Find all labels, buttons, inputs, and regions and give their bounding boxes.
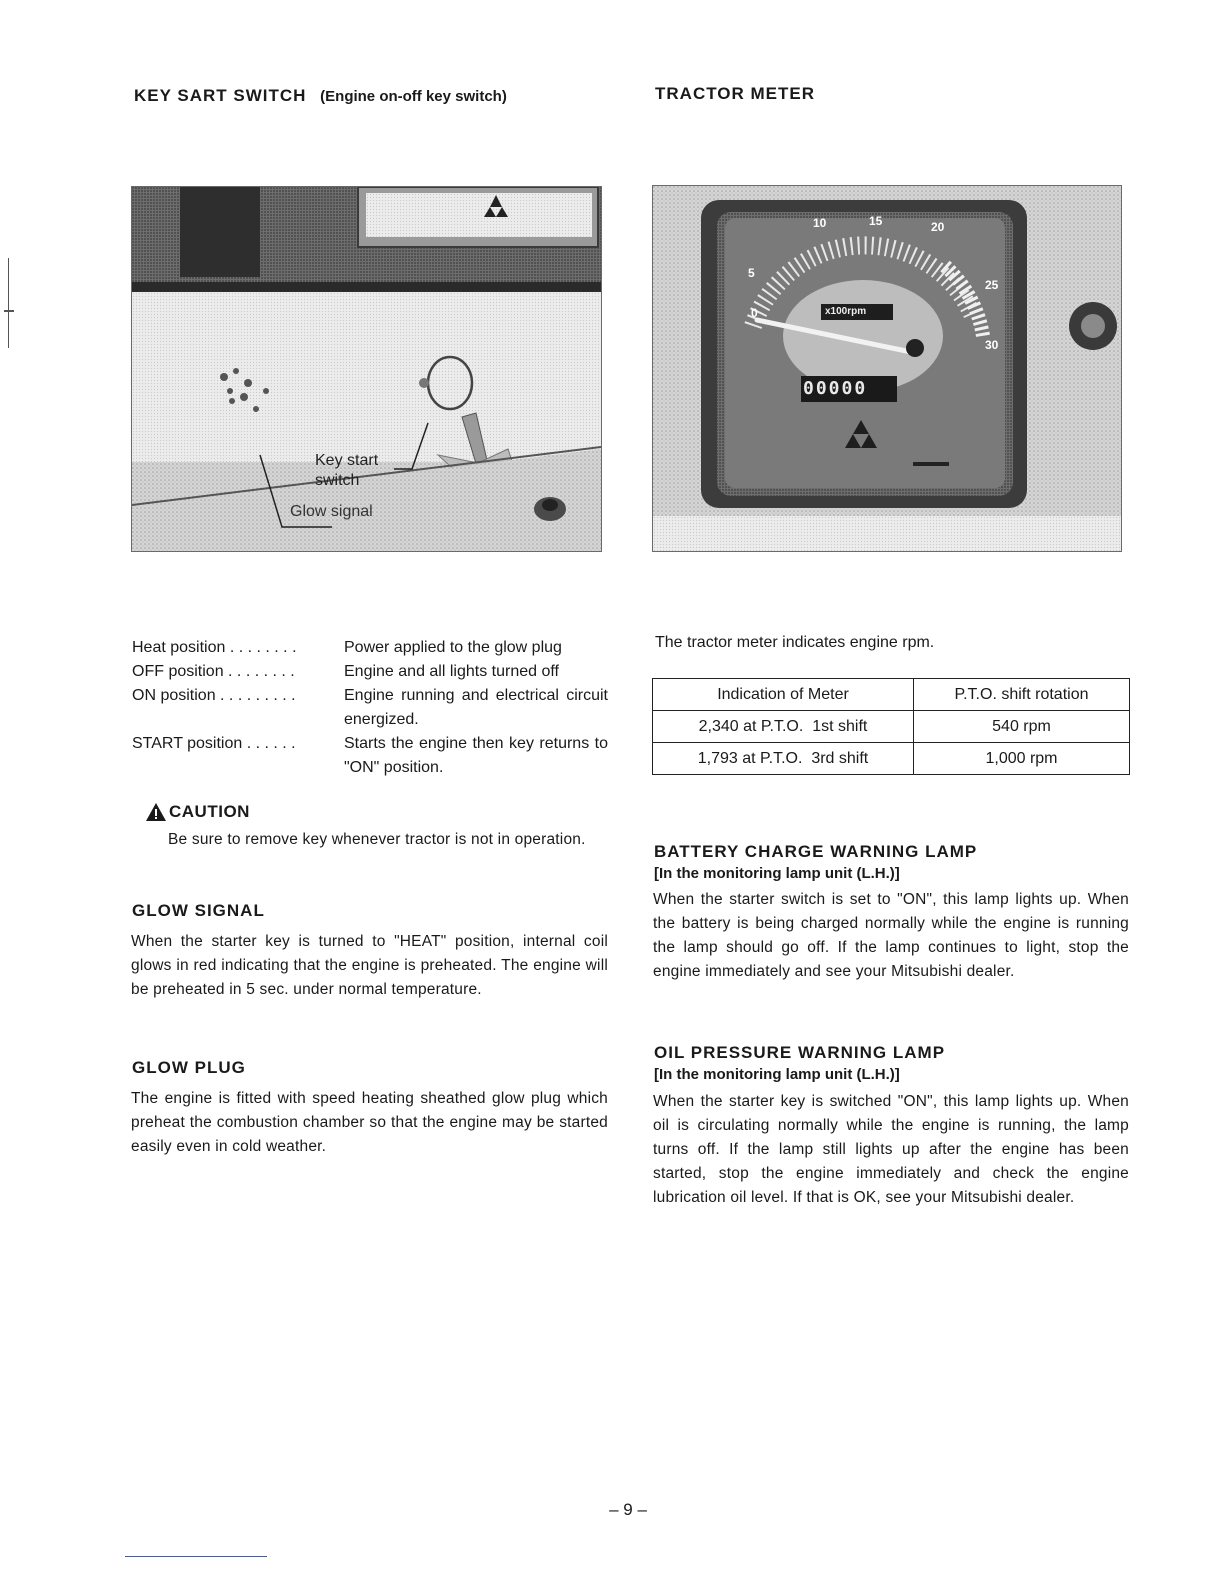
tractor-meter-heading: TRACTOR METER: [655, 84, 816, 103]
glow-plug-text: The engine is fitted with speed heating sheathed glow plug which preheat the combustion chamber so that the engine may be started easily even in cold weather.: [131, 1090, 608, 1155]
caution-heading: [145, 802, 250, 822]
position-off-desc: Engine and all lights turned off: [344, 663, 559, 680]
caution-text: Be sure to remove key whenever tractor is not in operation.: [168, 831, 586, 848]
key-switch-title: KEY SART SWITCH: [134, 86, 307, 105]
oil-lamp-heading: OIL PRESSURE WARNING LAMP: [654, 1043, 946, 1062]
oil-lamp-text: When the starter key is switched "ON", this lamp lights up. When oil is circulating normally while the engine is running, the lamp turns off. If the lamp still lights up after the engine has been started, stop the engine immediately and check the engine lubrication oil level. If that is OK, see your Mitsubishi dealer.: [653, 1093, 1129, 1206]
meter-table-header-indication: Indication of Meter: [653, 679, 914, 711]
battery-lamp-heading: BATTERY CHARGE WARNING LAMP: [654, 842, 978, 861]
dial-tick-0: 0: [751, 306, 758, 320]
glow-signal-heading: GLOW SIGNAL: [132, 901, 265, 920]
position-start: [132, 732, 608, 780]
scan-mark: [4, 310, 14, 312]
dial-tick-20: 20: [931, 220, 945, 234]
key-start-label-line2: switch: [315, 472, 360, 489]
position-on: [132, 684, 608, 732]
meter-table: [652, 678, 1130, 775]
position-heat-label: Heat position . . . . . . . .: [132, 639, 297, 656]
glow-signal-text: When the starter key is turned to "HEAT" position, internal coil glows in red indicating that the engine is preheated. The engine will be preheated in 5 sec. under normal temperature.: [131, 933, 608, 998]
odometer-readout: 00000: [803, 378, 868, 399]
position-heat-desc: Power applied to the glow plug: [344, 639, 562, 656]
dial-tick-30: 30: [985, 338, 999, 352]
position-off: [132, 660, 608, 684]
meter-table-header: [653, 679, 1130, 711]
caution-title: CAUTION: [169, 802, 250, 821]
oil-lamp-subheading: [In the monitoring lamp unit (L.H.)]: [654, 1066, 900, 1083]
dial-tick-5: 5: [748, 266, 755, 280]
position-off-label: OFF position . . . . . . . .: [132, 663, 295, 680]
tractor-meter-illustration: [653, 186, 1121, 551]
table-row: [653, 743, 1130, 775]
position-start-desc: Starts the engine then key returns to "ON" position.: [344, 735, 608, 776]
tractor-meter-photo: [652, 185, 1122, 552]
dial-tick-25: 25: [985, 278, 999, 292]
position-on-desc: Engine running and electrical circuit energized.: [344, 687, 608, 728]
key-start-label-line1: Key start: [315, 452, 379, 469]
key-switch-subtitle: (Engine on-off key switch): [320, 88, 507, 105]
scan-mark: [8, 258, 9, 348]
position-start-label: START position . . . . . .: [132, 735, 296, 752]
position-on-label: ON position . . . . . . . . .: [132, 687, 296, 704]
table-row: [653, 711, 1130, 743]
warning-triangle-icon: [145, 802, 167, 822]
key-switch-photo: [131, 186, 602, 552]
page-number: – 9 –: [609, 1500, 647, 1519]
footer-rule: [125, 1556, 267, 1557]
glow-plug-heading: GLOW PLUG: [132, 1058, 246, 1077]
dial-unit-label: x100rpm: [825, 306, 867, 317]
dial-tick-10: 10: [813, 216, 827, 230]
dial-tick-15: 15: [869, 214, 883, 228]
key-switch-heading: [134, 86, 507, 106]
meter-table-header-pto: P.T.O. shift rotation: [914, 679, 1130, 711]
key-switch-illustration: [132, 187, 601, 551]
key-start-switch-callout: [315, 451, 378, 491]
position-heat: [132, 636, 608, 660]
meter-table-cell: 2,340 at P.T.O. 1st shift: [653, 711, 914, 743]
meter-table-cell: 1,793 at P.T.O. 3rd shift: [653, 743, 914, 775]
meter-table-cell: 540 rpm: [914, 711, 1130, 743]
glow-signal-callout: Glow signal: [290, 503, 373, 520]
meter-table-cell: 1,000 rpm: [914, 743, 1130, 775]
battery-lamp-text: When the starter switch is set to "ON", this lamp lights up. When the battery is being charged normally while the engine is running the lamp should go off. If the lamp continues to light, stop the engine immediately and see your Mitsubishi dealer.: [653, 891, 1129, 980]
meter-intro-text: The tractor meter indicates engine rpm.: [655, 634, 935, 651]
battery-lamp-subheading: [In the monitoring lamp unit (L.H.)]: [654, 865, 900, 882]
